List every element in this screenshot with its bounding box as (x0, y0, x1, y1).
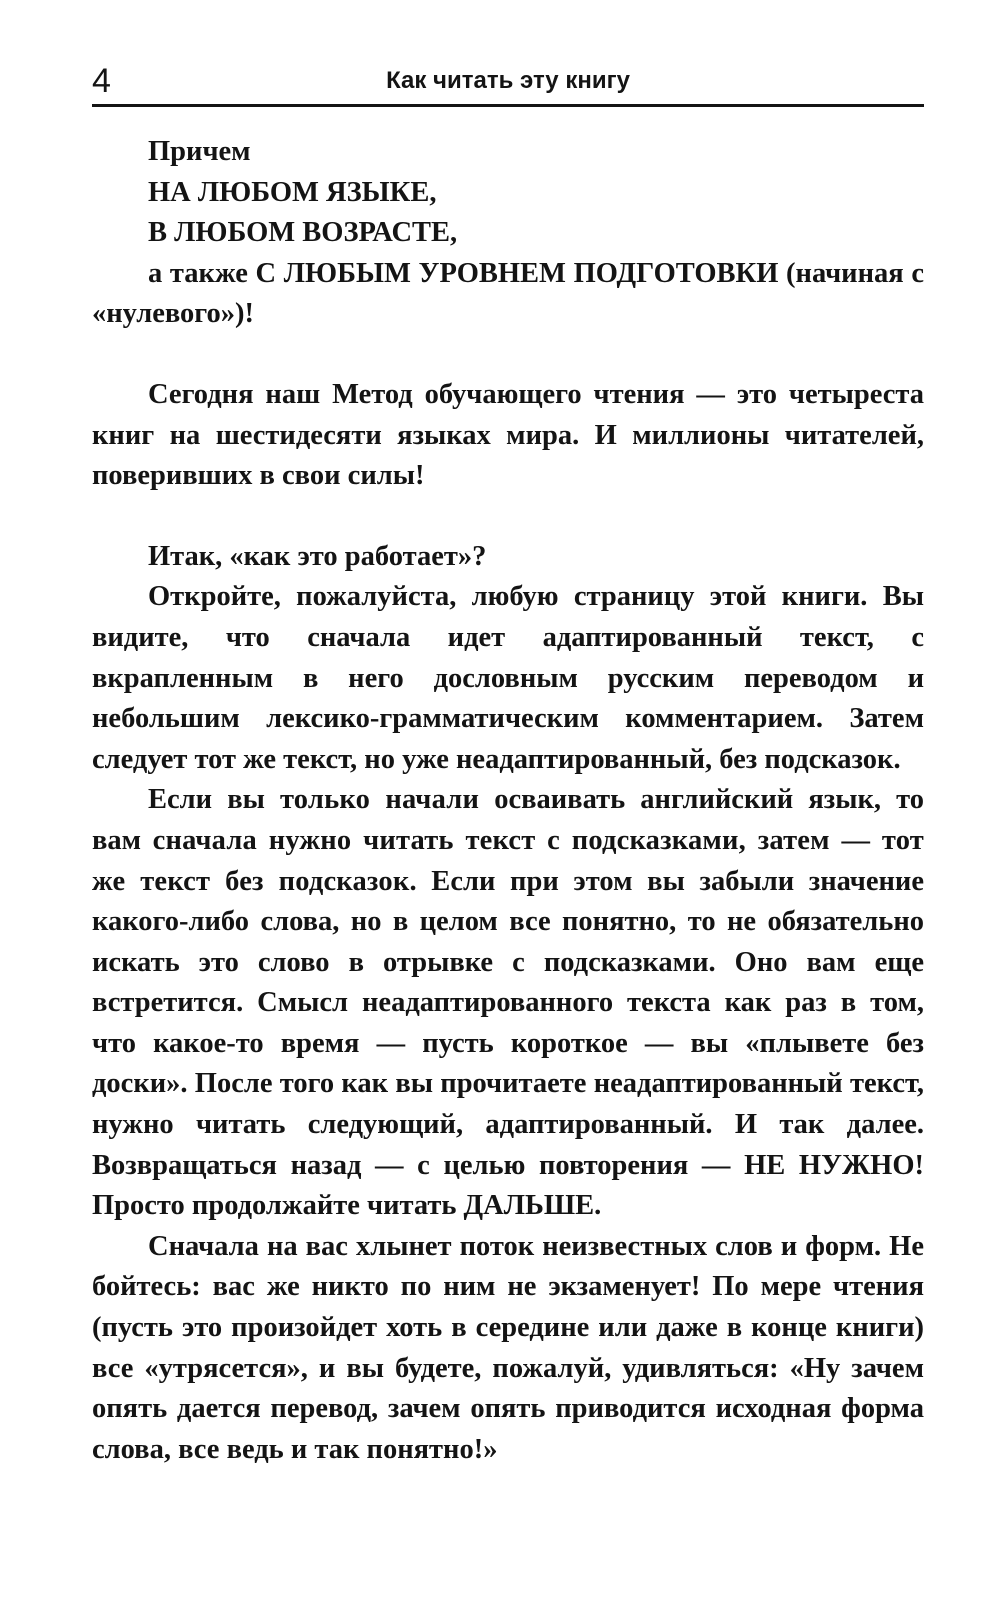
paragraph-gap (92, 497, 924, 537)
paragraph-question: Итак, «как это работает»? (148, 540, 487, 572)
beginners-text-1: Если вы (148, 784, 280, 816)
paragraph-open-page: Откройте, пожалуйста, любую страницу этой книги. Вы видите, что сначала идет адаптированный текст, с вкрапленным в него дословным русским переводом и небольшим лексико-грамматическим комментарием. Затем следует тот же текст, но уже неадаптированный, без подсказок. (92, 581, 924, 775)
paragraph-method: Сегодня наш Метод обучающего чтения — это четыреста книг на шестидесяти языках мира. И миллионы читателей, поверивших в свои силы! (92, 378, 924, 492)
page-number: 4 (92, 62, 111, 100)
paragraph-beginners (92, 780, 924, 1227)
intro-line-4: а также С ЛЮБЫМ УРОВНЕМ ПОДГОТОВКИ (начиная с «нулевого»)! (92, 257, 924, 330)
beginners-emphasis-1: только начали (279, 784, 480, 816)
intro-line-1: Причем (148, 136, 251, 167)
intro-line-2: НА ЛЮБОМ ЯЗЫКЕ, (148, 176, 437, 208)
beginners-emphasis-2: сначала нужно читать текст с подсказками, затем — тот же текст без подсказок (92, 824, 924, 897)
intro-line-3: В ЛЮБОМ ВОЗРАСТЕ, (148, 217, 458, 249)
page-header (92, 58, 924, 107)
beginners-text-2: осваивать английский язык, то вам (92, 784, 925, 856)
paragraph-flood: Сначала на вас хлынет поток неизвестных слов и форм. Не бойтесь: вас же никто по ним не экзаменует! По мере чтения (пусть это произойдет хоть в середине или даже в конце книги) все «утрясется», и вы будете, пожалуй, удивляться: «Ну зачем опять дается перевод, зачем опять приводится исходная форма слова, все ведь и так понятно!» (92, 1230, 924, 1465)
paragraph-gap (92, 335, 924, 375)
running-title: Как читать эту книгу (386, 67, 630, 94)
beginners-text-3: . Если при этом вы забыли значение какого-либо слова, но в целом все понятно, то не обязательно искать это слово в отрывке с подсказками. Оно вам еще встретится. Смысл неадаптированного текста как раз в том, что какое-то время — пусть короткое — вы «плывете без доски». После того как вы прочитаете неадаптированный текст, нужно читать следующий, адаптированный. И так далее. Возвращаться назад — с целью повторения — НЕ НУЖНО! Просто продолжайте читать ДАЛЬШЕ. (92, 865, 924, 1222)
page-body (92, 132, 924, 1470)
